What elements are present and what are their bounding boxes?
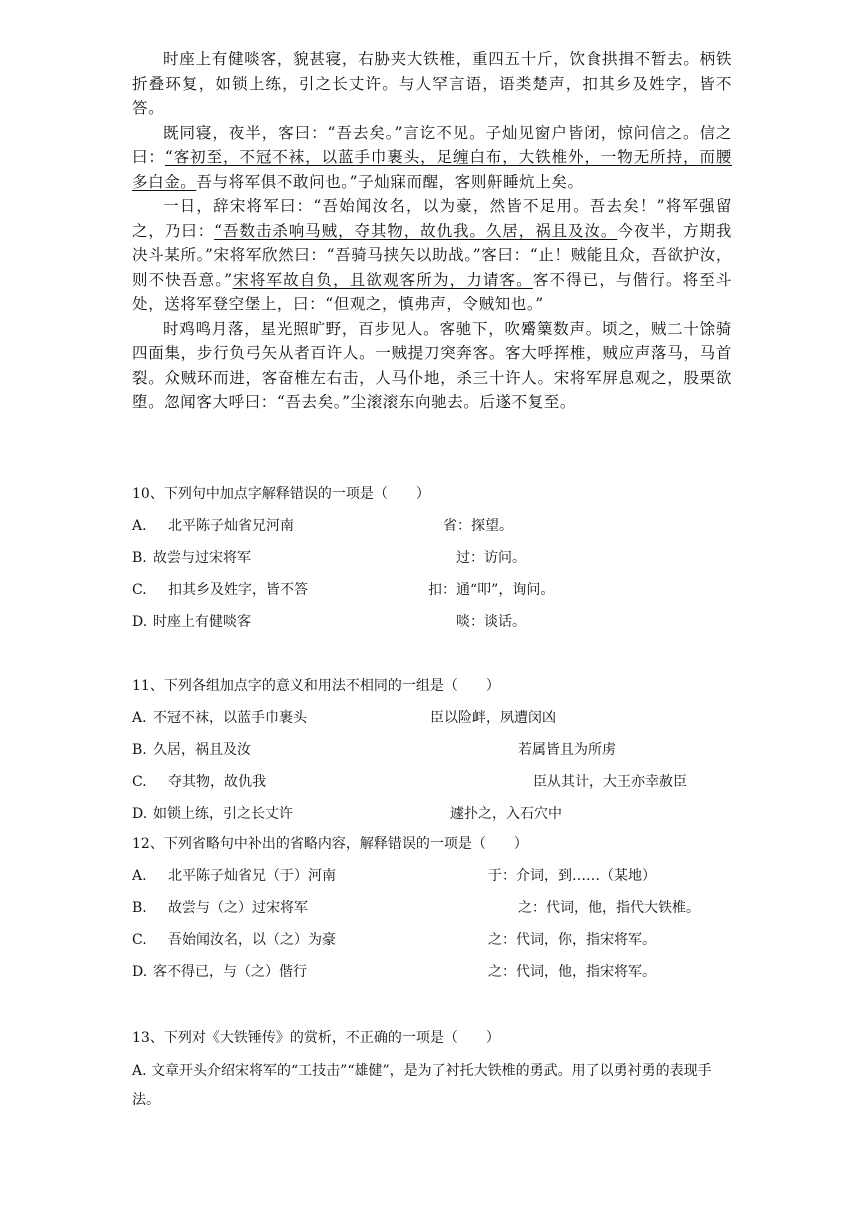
option-a: [132, 860, 772, 892]
option-text: 久居，祸且及汝: [153, 742, 251, 758]
option-gloss: 臣从其计，大王亦幸赦臣: [533, 774, 687, 790]
passage-text: 一日，辞宋将军曰：“吾始闻汝名，以为豪，然皆不足用。吾去矣！”将军强留之，乃曰：: [132, 197, 732, 240]
option-a: [132, 702, 772, 734]
passage-paragraph: [132, 317, 732, 415]
passage-paragraph: [132, 194, 732, 317]
underlined-sentence: “吾数击杀响马贼，夺其物，故仇我。久居，祸且及汝。: [214, 221, 618, 240]
question-title: 10、下列句中加点字解释错误的一项是（ ）: [132, 486, 430, 502]
option-d: [132, 606, 772, 638]
option-b: [132, 542, 772, 574]
option-text: 吾始闻汝名，以（之）为豪: [168, 932, 336, 948]
classical-passage: [132, 47, 732, 415]
option-letter: C.: [132, 774, 147, 790]
question-title: 13、下列对《大铁锤传》的赏析，不正确的一项是（ ）: [132, 1030, 500, 1046]
option-gloss: 过：访问。: [456, 550, 526, 566]
passage-text: 时鸡鸣月落，星光照旷野，百步见人。客驰下，吹觱篥数声。顷之，贼二十馀骑四面集，步行负弓矢从者百许人。一贼提刀突奔客。客大呼挥椎，贼应声落马，马首裂。众贼环而进，客奋椎左右击，人马仆地，杀三十许人。宋将军屏息观之，股栗欲堕。忽闻客大呼曰：“吾去矣。”尘滚滚东向驰去。后遂不复至。: [132, 319, 732, 411]
option-d: [132, 956, 772, 988]
option-text: 文章开头介绍宋将军的“工技击”“雄健”，是为了衬托大铁椎的勇武。用了以勇衬勇的表现手法。: [132, 1063, 712, 1108]
option-gloss: 于：介词，到……（某地）: [488, 868, 656, 884]
option-text: 时座上有健啖客: [153, 614, 251, 630]
option-text: 故尝与过宋将军: [153, 550, 251, 566]
option-gloss: 遽扑之，入石穴中: [450, 806, 562, 822]
option-letter: A.: [132, 710, 147, 726]
question-title: 11、下列各组加点字的意义和用法不相同的一组是（ ）: [132, 678, 500, 694]
option-gloss: 扣：通“叩”，询问。: [428, 582, 555, 598]
passage-paragraph: [132, 121, 732, 195]
option-letter: D.: [132, 806, 148, 822]
question-11: [132, 670, 772, 830]
option-text: 如锁上练，引之长丈许: [153, 806, 293, 822]
option-text: 北平陈子灿省兄河南: [168, 518, 294, 534]
underlined-sentence: “客初至，不冠不袜，以蓝手巾裹头，足缠白布，大铁椎外，一物无所持，而腰多白金。: [132, 148, 732, 191]
option-letter: B.: [132, 550, 147, 566]
option-c: [132, 766, 772, 798]
option-d: [132, 798, 772, 830]
option-a: [132, 510, 772, 542]
passage-text: 既同寝，夜半，客曰：“吾去矣。”言讫不见。子灿见窗户皆闭，惊问信之。信之曰：: [132, 123, 732, 166]
option-letter: D.: [132, 964, 148, 980]
passage-text: 客不得已，与偕行。将至斗处，送将军登空堡上，曰：“但观之，慎弗声，令贼知也。”: [132, 270, 733, 313]
question-12: [132, 828, 772, 988]
option-gloss: 之：代词，他，指宋将军。: [488, 964, 656, 980]
question-title: 12、下列省略句中补出的省略内容，解释错误的一项是（ ）: [132, 836, 528, 852]
option-text: 客不得已，与（之）偕行: [153, 964, 307, 980]
option-letter: A.: [132, 1063, 147, 1079]
option-letter: A.: [132, 868, 147, 884]
option-text: 扣其乡及姓字，皆不答: [168, 582, 308, 598]
option-letter: D.: [132, 614, 148, 630]
option-letter: B.: [132, 900, 147, 916]
option-text: 不冠不袜，以蓝手巾裹头: [153, 710, 307, 726]
passage-text: 时座上有健啖客，貌甚寝，右胁夹大铁椎，重四五十斤，饮食拱揖不暂去。柄铁折叠环复，如锁上练，引之长丈许。与人罕言语，语类楚声，扣其乡及姓字，皆不答。: [132, 50, 732, 117]
question-10: [132, 478, 772, 638]
option-c: [132, 924, 772, 956]
passage-text: 今夜半，方期我决斗某所。”宋将军欣然曰：“吾骑马挟矢以助战。”客曰：“止！贼能且众，吾欲护汝，则不快吾意。”: [132, 221, 732, 289]
passage-paragraph: [132, 47, 732, 121]
option-a-long: [132, 1057, 732, 1115]
option-text: 北平陈子灿省兄（于）河南: [168, 868, 336, 884]
option-b: [132, 734, 772, 766]
option-gloss: 之：代词，他，指代大铁椎。: [518, 900, 700, 916]
option-text: 夺其物，故仇我: [168, 774, 266, 790]
option-letter: A.: [132, 518, 147, 534]
underlined-sentence: 宋将军故自负，且欲观客所为，力请客。: [232, 270, 533, 289]
option-text: 故尝与（之）过宋将军: [168, 900, 308, 916]
option-c: [132, 574, 772, 606]
option-letter: C.: [132, 932, 147, 948]
passage-text: 吾与将军俱不敢问也。”子灿寐而醒，客则鼾睡炕上矣。: [196, 172, 584, 191]
option-letter: C.: [132, 582, 147, 598]
option-gloss: 臣以险衅，夙遭闵凶: [430, 710, 556, 726]
option-letter: B.: [132, 742, 147, 758]
question-13: [132, 1022, 772, 1054]
option-gloss: 若属皆且为所虏: [518, 742, 616, 758]
option-gloss: 啖：谈话。: [456, 614, 526, 630]
option-gloss: 省：探望。: [443, 518, 513, 534]
option-gloss: 之：代词，你，指宋将军。: [488, 932, 656, 948]
option-b: [132, 892, 772, 924]
